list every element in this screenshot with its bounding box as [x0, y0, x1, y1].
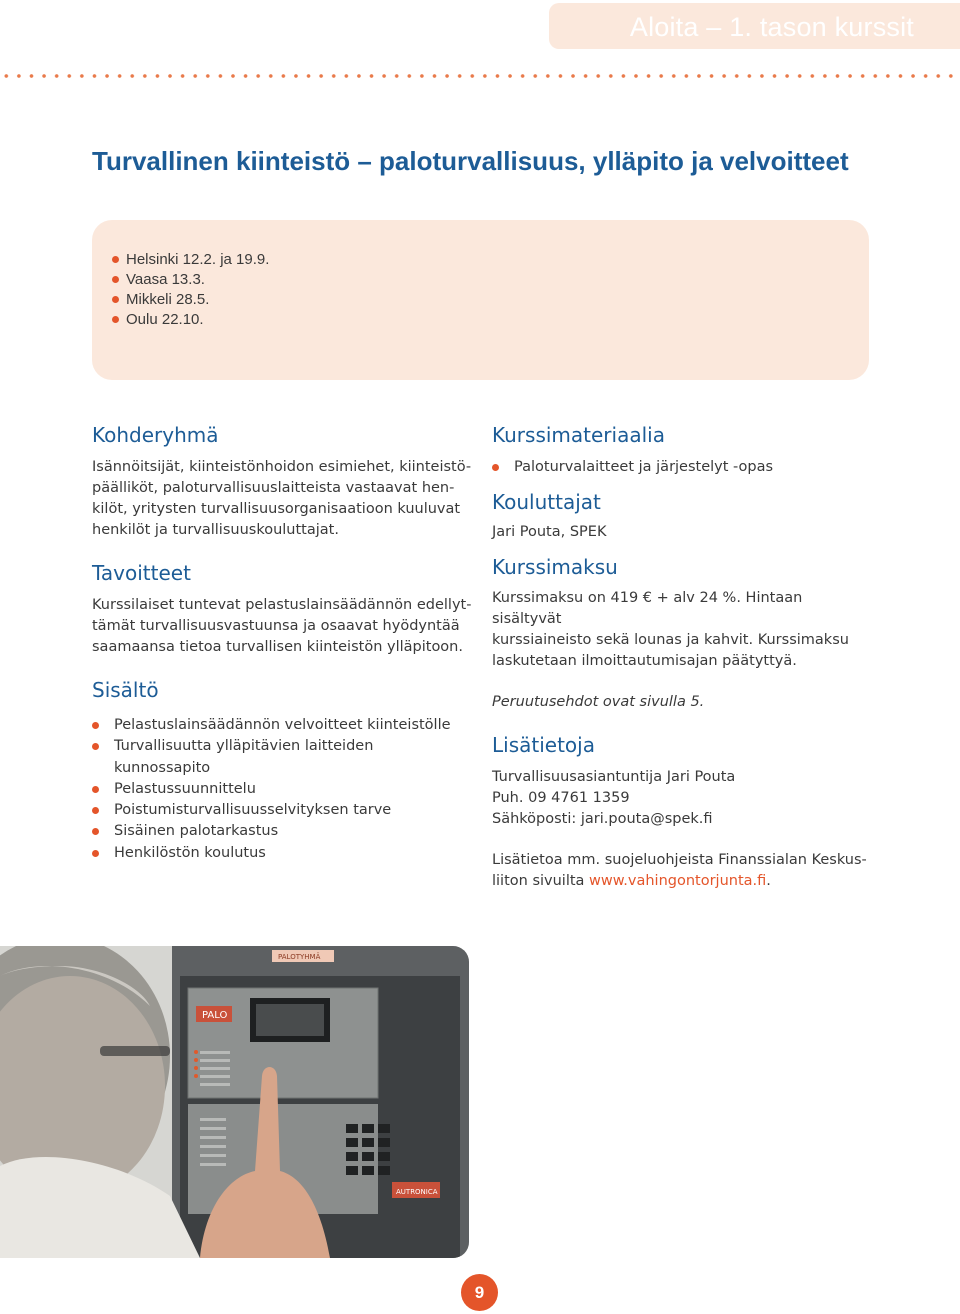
more-info-heading: Lisätietoja — [492, 733, 595, 758]
section-header-label: Aloita – 1. tason kurssit — [629, 12, 914, 42]
list-item: Pelastuslainsäädännön velvoitteet kiinteistölle — [92, 715, 472, 736]
more-info-text: Lisätietoa mm. suojeluohjeista Finanssialan Keskus- liiton sivuilta www.vahingontorjunta.fi. — [492, 852, 867, 890]
bullet-icon — [92, 807, 99, 814]
fee-text: Kurssimaksu on 419 € + alv 24 %. Hintaan sisältyvät kurssiaineisto sekä lounas ja kahvit. Kurssimaksu laskutetaan ilmoittautumisajan päätyttyä. — [492, 590, 849, 670]
fee-heading: Kurssimaksu — [492, 555, 618, 580]
list-item: Turvallisuutta ylläpitävien laitteiden kunnossapito — [92, 736, 472, 779]
bullet-icon — [112, 296, 119, 303]
date-item: Helsinki 12.2. ja 19.9. — [112, 250, 869, 270]
content-heading: Sisältö — [92, 678, 159, 702]
date-item: Mikkeli 28.5. — [112, 290, 869, 310]
trainer-name: Jari Pouta, SPEK — [492, 524, 607, 541]
date-item: Oulu 22.10. — [112, 310, 869, 330]
bullet-icon — [92, 743, 99, 750]
bullet-icon — [92, 786, 99, 793]
right-column — [492, 423, 872, 892]
list-item: Pelastussuunnittelu — [92, 779, 472, 800]
goals-text: Kurssilaiset tuntevat pelastuslainsäädännön edellyt- tämät turvallisuusvastuunsa ja osaavat hyödyntää saamaansa tietoa turvallisen kiinteistön ylläpitoon. — [92, 597, 472, 655]
bullet-icon — [112, 316, 119, 323]
course-dates-box — [92, 220, 869, 380]
website-link[interactable]: www.vahingontorjunta.fi — [589, 873, 767, 890]
sticker-label: PALOTYHMÄ — [278, 953, 321, 961]
contact-email[interactable]: Sähköposti: jari.pouta@spek.fi — [492, 811, 713, 828]
bullet-icon — [112, 256, 119, 263]
material-item: Paloturvalaitteet ja järjestelyt -opas — [492, 457, 872, 478]
page-number: 9 — [461, 1274, 498, 1311]
photo-illustration — [0, 946, 469, 1258]
list-item: Poistumisturvallisuusselvityksen tarve — [92, 800, 472, 821]
contact-info: Turvallisuusasiantuntija Jari Pouta Puh. 09 4761 1359 Sähköposti: jari.pouta@spek.fi — [492, 769, 736, 828]
fire-alarm-panel-photo — [0, 946, 469, 1258]
bullet-icon — [112, 276, 119, 283]
bullet-icon — [492, 464, 499, 471]
content-list — [92, 715, 472, 864]
dotted-divider — [0, 73, 960, 79]
panel-logo-label: AUTRONICA — [396, 1188, 438, 1196]
material-heading: Kurssimateriaalia — [492, 423, 665, 447]
trainers-heading: Kouluttajat — [492, 490, 601, 515]
panel-brand-label: PALO — [202, 1010, 228, 1021]
goals-heading: Tavoitteet — [92, 561, 191, 585]
bullet-icon — [92, 850, 99, 857]
bullet-icon — [92, 722, 99, 729]
date-item: Vaasa 13.3. — [112, 270, 869, 290]
list-item: Sisäinen palotarkastus — [92, 821, 472, 842]
list-item: Henkilöstön koulutus — [92, 843, 472, 864]
section-header-tab — [549, 3, 960, 49]
bullet-icon — [92, 828, 99, 835]
target-group-text: Isännöitsijät, kiinteistönhoidon esimiehet, kiinteistö- päälliköt, paloturvallisuuslaitteista vastaavat hen- kilöt, yritysten turvallisuusorganisaatioon kuuluvat henkilöt ja turvallisuuskouluttajat. — [92, 459, 472, 538]
target-group-heading: Kohderyhmä — [92, 423, 219, 447]
left-column — [92, 423, 472, 864]
page-title: Turvallinen kiinteistö – paloturvallisuus, ylläpito ja velvoitteet — [92, 146, 849, 176]
cancellation-link[interactable]: Peruutusehdot ovat sivulla 5. — [492, 694, 705, 711]
